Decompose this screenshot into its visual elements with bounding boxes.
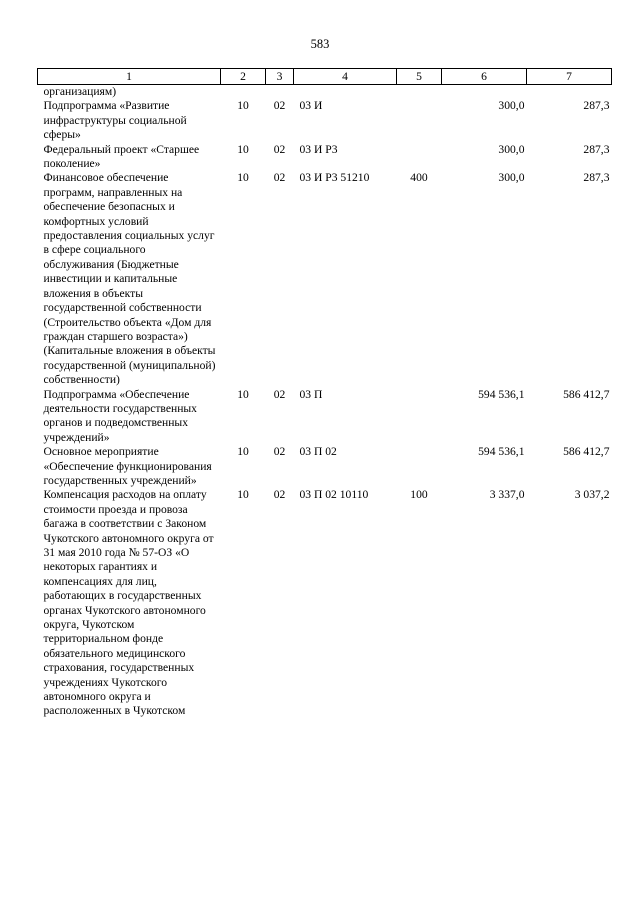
table-row: [38, 99, 612, 142]
row-actual-amount: 287,3: [583, 142, 610, 156]
row-expense-type: [397, 445, 442, 488]
row-section: [221, 85, 266, 100]
row-plan-amount: 594 536,1: [478, 445, 525, 459]
row-expense-type: [397, 85, 442, 100]
row-section: 10: [237, 99, 249, 113]
page-number: 583: [310, 37, 330, 51]
row-expense-type: [397, 143, 442, 172]
row-section: 10: [237, 142, 249, 156]
row-target-code: 03 П 02 10110: [299, 488, 369, 502]
header-col-2: 2: [221, 69, 266, 85]
row-plan-amount: 300,0: [498, 171, 525, 185]
row-target-code: 03 И P3 51210: [299, 171, 370, 185]
row-actual-amount: 287,3: [583, 171, 610, 185]
row-expense-type: 400: [410, 171, 428, 185]
row-section: 10: [237, 445, 249, 459]
header-col-6: 6: [442, 69, 527, 85]
row-subsection: [266, 85, 294, 100]
row-name: Федеральный проект «Старшее поколение»: [43, 142, 200, 171]
budget-table: [37, 68, 612, 719]
row-name: Подпрограмма «Развитие инфраструктуры социальной сферы»: [43, 99, 187, 142]
table-row: [38, 445, 612, 488]
row-target-code: 03 И P3: [299, 142, 338, 156]
row-section: 10: [237, 171, 249, 185]
table-row: [38, 388, 612, 446]
row-name: Компенсация расходов на оплату стоимости проезда и провоза багажа в соответствии с Законом Чукотского автономного округа от 31 мая 2010 года № 57-ОЗ «О некоторых гарантиях и компенсациях для лиц, работающих в государственных органах Чукотского автономного округа, Чукотском территориальном фонде обязательного медицинского страхования, государственных учреждениях Чукотского автономного округа и расположенных в Чукотском: [43, 488, 214, 718]
header-col-3: 3: [266, 69, 294, 85]
row-actual-amount: 586 412,7: [563, 387, 610, 401]
row-plan-amount: 3 337,0: [489, 488, 525, 502]
row-target-code: [294, 85, 397, 100]
table-row: [38, 85, 612, 100]
row-expense-type: [397, 388, 442, 446]
row-subsection: 02: [273, 142, 286, 156]
row-expense-type: [397, 99, 442, 142]
table-row: [38, 171, 612, 387]
table-header: [38, 69, 612, 85]
header-col-4: 4: [294, 69, 397, 85]
row-subsection: 02: [273, 445, 286, 459]
row-section: 10: [237, 387, 249, 401]
row-target-code: 03 П: [299, 387, 323, 401]
table-row: [38, 143, 612, 172]
row-plan-amount: [442, 85, 527, 100]
row-plan-amount: 300,0: [498, 142, 525, 156]
row-name: Подпрограмма «Обеспечение деятельности государственных органов и подведомственных учреждений»: [43, 387, 197, 444]
row-plan-amount: 594 536,1: [478, 387, 525, 401]
row-name: Основное мероприятие «Обеспечение функционирования государственных учреждений»: [43, 445, 212, 487]
row-section: 10: [237, 488, 249, 502]
row-target-code: 03 И: [299, 99, 323, 113]
row-plan-amount: 300,0: [498, 99, 525, 113]
row-subsection: 02: [273, 387, 286, 401]
row-name: Финансовое обеспечение программ, направленных на обеспечение безопасных и комфортных условий предоставления социальных услуг в сфере социального обслуживания (Бюджетные инвестиции и капитальные вложения в объекты государственной собственности (Строительство объекта «Дом для граждан старшего возраста») (Капитальные вложения в объекты государственной (муниципальной) собственности): [43, 171, 216, 387]
header-col-5: 5: [397, 69, 442, 85]
table-row: [38, 488, 612, 719]
row-actual-amount: [527, 85, 612, 100]
row-name: организациям): [43, 85, 117, 98]
row-subsection: 02: [273, 99, 286, 113]
row-actual-amount: 3 037,2: [574, 488, 610, 502]
row-subsection: 02: [273, 171, 286, 185]
row-target-code: 03 П 02: [299, 445, 337, 459]
row-subsection: 02: [273, 488, 286, 502]
row-actual-amount: 287,3: [583, 99, 610, 113]
header-col-7: 7: [527, 69, 612, 85]
header-col-1: 1: [38, 69, 221, 85]
row-expense-type: 100: [410, 488, 428, 502]
row-actual-amount: 586 412,7: [563, 445, 610, 459]
